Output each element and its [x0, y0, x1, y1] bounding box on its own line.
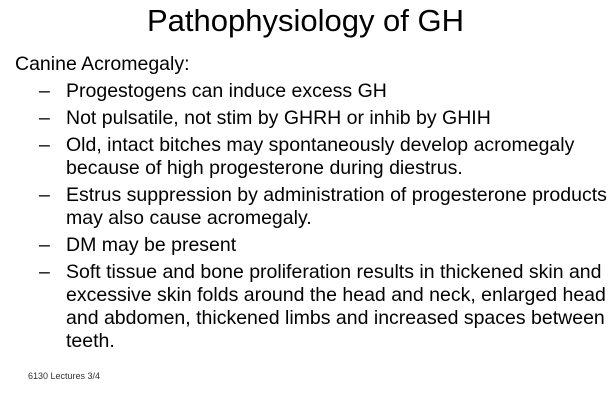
bullet-item-6 — [39, 261, 607, 353]
bullet-text: Not pulsatile, not stim by GHRH or inhib by GHIH — [66, 107, 491, 129]
bullet-item-4 — [39, 184, 607, 230]
bullet-item-1 — [39, 80, 607, 103]
bullet-text: Progestogens can induce excess GH — [66, 80, 387, 102]
bullet-dash: – — [39, 107, 50, 129]
bullet-item-2 — [39, 107, 607, 130]
bullet-item-3 — [39, 134, 607, 180]
bullet-dash: – — [39, 134, 50, 156]
bullet-dash: – — [39, 184, 50, 206]
section-heading: Canine Acromegaly: — [15, 53, 190, 75]
bullet-dash: – — [39, 261, 50, 283]
bullet-dash: – — [39, 234, 50, 256]
bullet-text: DM may be present — [66, 234, 237, 256]
bullet-text: Soft tissue and bone proliferation results in thickened skin and excessive skin folds around the head and neck, enlarged head and abdomen, thickened limbs and increased spaces between teeth. — [66, 261, 606, 352]
bullet-text: Old, intact bitches may spontaneously develop acromegaly because of high progesterone during diestrus. — [66, 134, 575, 179]
slide-title: Pathophysiology of GH — [146, 3, 465, 38]
bullet-dash: – — [39, 80, 50, 102]
slide-footer: 6130 Lectures 3/4 — [28, 371, 101, 381]
bullet-list — [39, 80, 607, 357]
bullet-text: Estrus suppression by administration of progesterone products may also cause acromegaly. — [66, 184, 607, 229]
bullet-item-5 — [39, 234, 607, 257]
